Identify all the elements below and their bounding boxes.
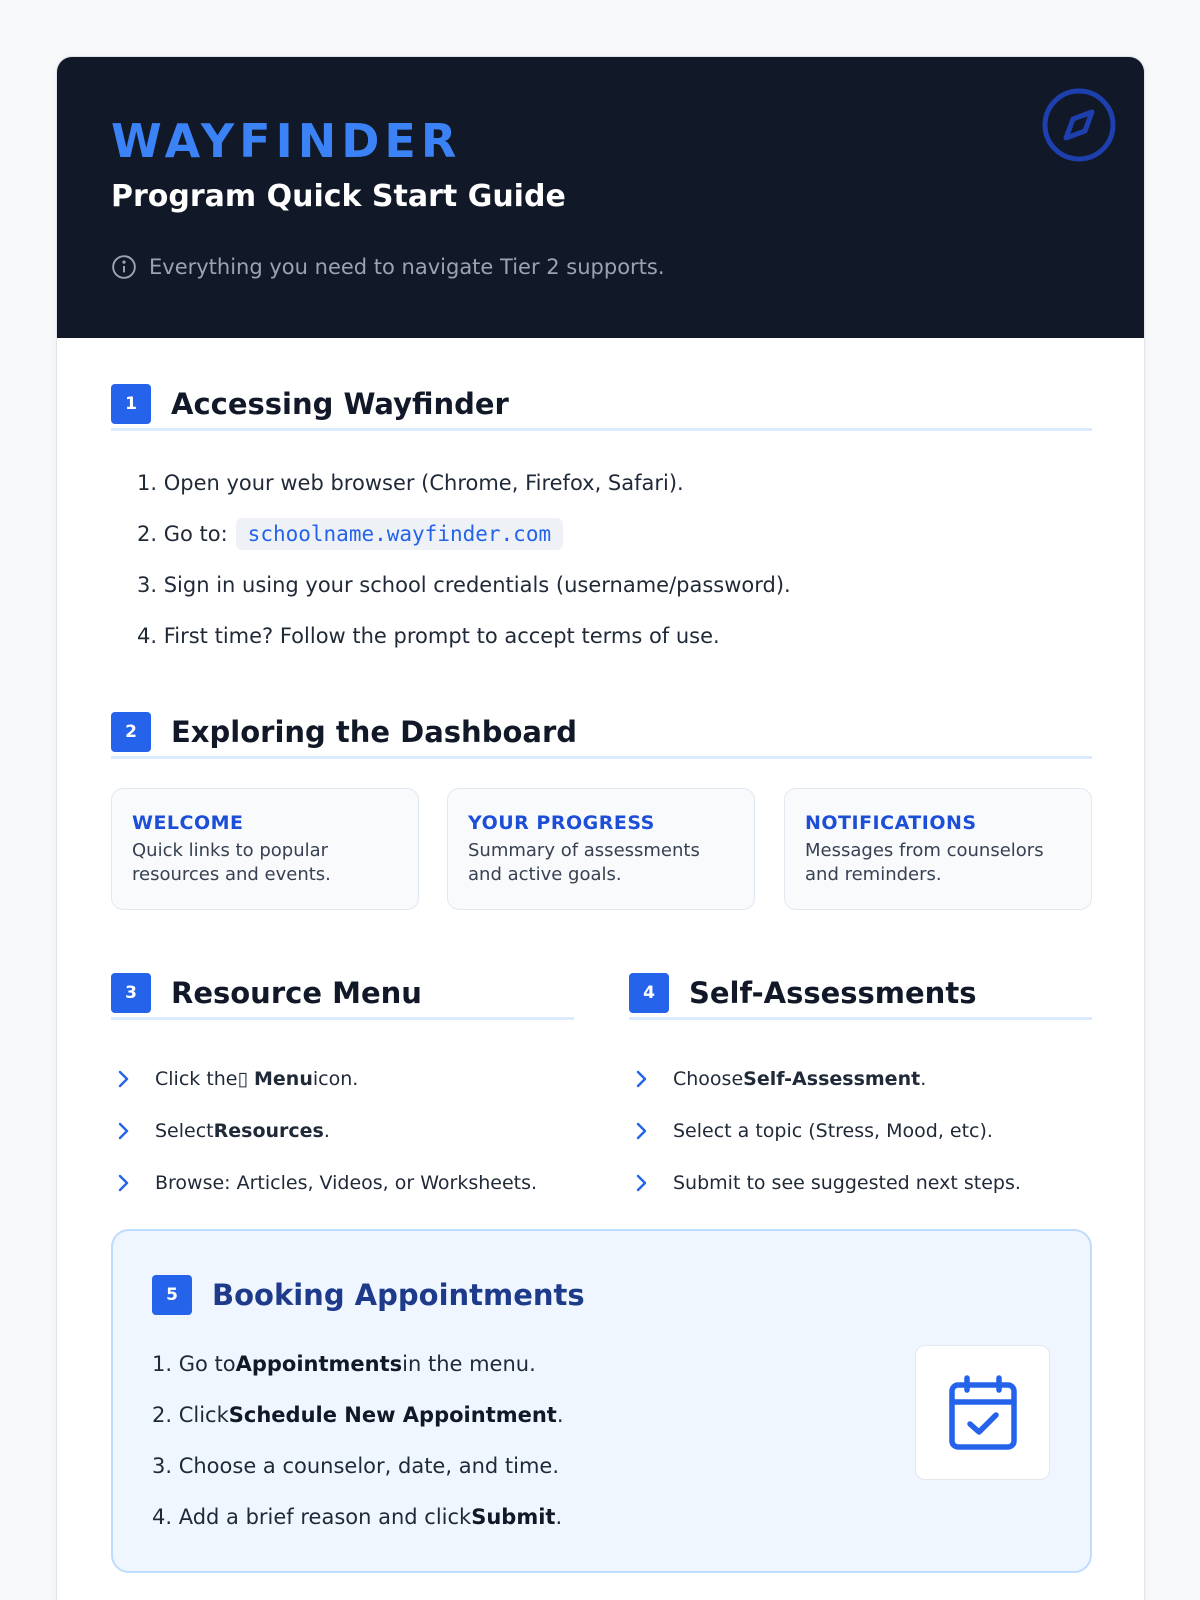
list-item: Choose Self-Assessment . [635,1053,1021,1105]
dashboard-card-notifications [784,788,1092,910]
self-assessment-list [635,1053,1021,1209]
list-item: Select a topic (Stress, Mood, etc). [635,1105,1021,1157]
card-description: Quick links to popular resources and events. [132,840,331,885]
section-number: 2 [111,712,151,752]
section-header-accessing [111,379,1092,431]
calendar-check-icon [948,1375,1018,1451]
list-item: Browse: Articles, Videos, or Worksheets. [117,1157,537,1209]
dashboard-card-welcome [111,788,419,910]
page-subtitle: Program Quick Start Guide [111,179,566,214]
section-header-resource-menu [111,968,574,1020]
brand-title: WAYFINDER [111,114,462,168]
section-number: 3 [111,973,151,1013]
section-title: Booking Appointments [212,1278,585,1312]
chevron-right-icon [635,1122,673,1140]
list-item: Select Resources . [117,1105,537,1157]
list-item: 4. First time? Follow the prompt to accept terms of use. [137,623,720,648]
chevron-right-icon [117,1070,155,1088]
card-title: WELCOME [132,812,244,834]
list-item: 4. Add a brief reason and click Submit . [152,1504,563,1529]
booking-panel [111,1229,1092,1573]
card-description: Messages from counselors and reminders. [805,840,1044,885]
resource-menu-list [117,1053,537,1209]
section-number: 4 [629,973,669,1013]
tagline [111,253,665,281]
header [57,57,1144,338]
list-item: Click the ▯ Menu icon. [117,1053,537,1105]
access-steps-list [137,457,791,661]
chevron-right-icon [117,1174,155,1192]
section-number: 1 [111,384,151,424]
chevron-right-icon [117,1122,155,1140]
section-title: Self-Assessments [689,975,977,1010]
calendar-icon-box [915,1345,1050,1480]
list-item: 2. Go to: schoolname.wayfinder.com [137,508,791,559]
section-header-dashboard [111,707,1092,759]
info-icon [111,254,137,280]
chevron-right-icon [635,1070,673,1088]
section-header-self-assessments [629,968,1092,1020]
section-title: Resource Menu [171,975,422,1010]
quick-start-card [56,56,1145,1600]
section-title: Exploring the Dashboard [171,714,578,749]
list-item: 1. Open your web browser (Chrome, Firefox, Safari). [137,470,684,495]
section-number: 5 [152,1275,192,1315]
card-title: NOTIFICATIONS [805,812,977,834]
list-item: 2. Click Schedule New Appointment . [152,1402,564,1427]
list-item: 1. Go to Appointments in the menu. [152,1351,536,1376]
list-item: 3. Choose a counselor, date, and time. [152,1453,560,1478]
list-item: 3. Sign in using your school credentials (username/password). [137,572,791,597]
url-code: schoolname.wayfinder.com [236,518,563,550]
dashboard-card-progress [447,788,755,910]
section-title: Accessing Wayfinder [171,386,509,421]
compass-icon [1042,88,1116,162]
list-item: Submit to see suggested next steps. [635,1157,1021,1209]
booking-steps-list [152,1338,564,1542]
menu-glyph: ▯ [237,1068,248,1090]
tagline-text: Everything you need to navigate Tier 2 supports. [149,255,665,279]
card-title: YOUR PROGRESS [468,812,655,834]
card-description: Summary of assessments and active goals. [468,840,700,885]
chevron-right-icon [635,1174,673,1192]
